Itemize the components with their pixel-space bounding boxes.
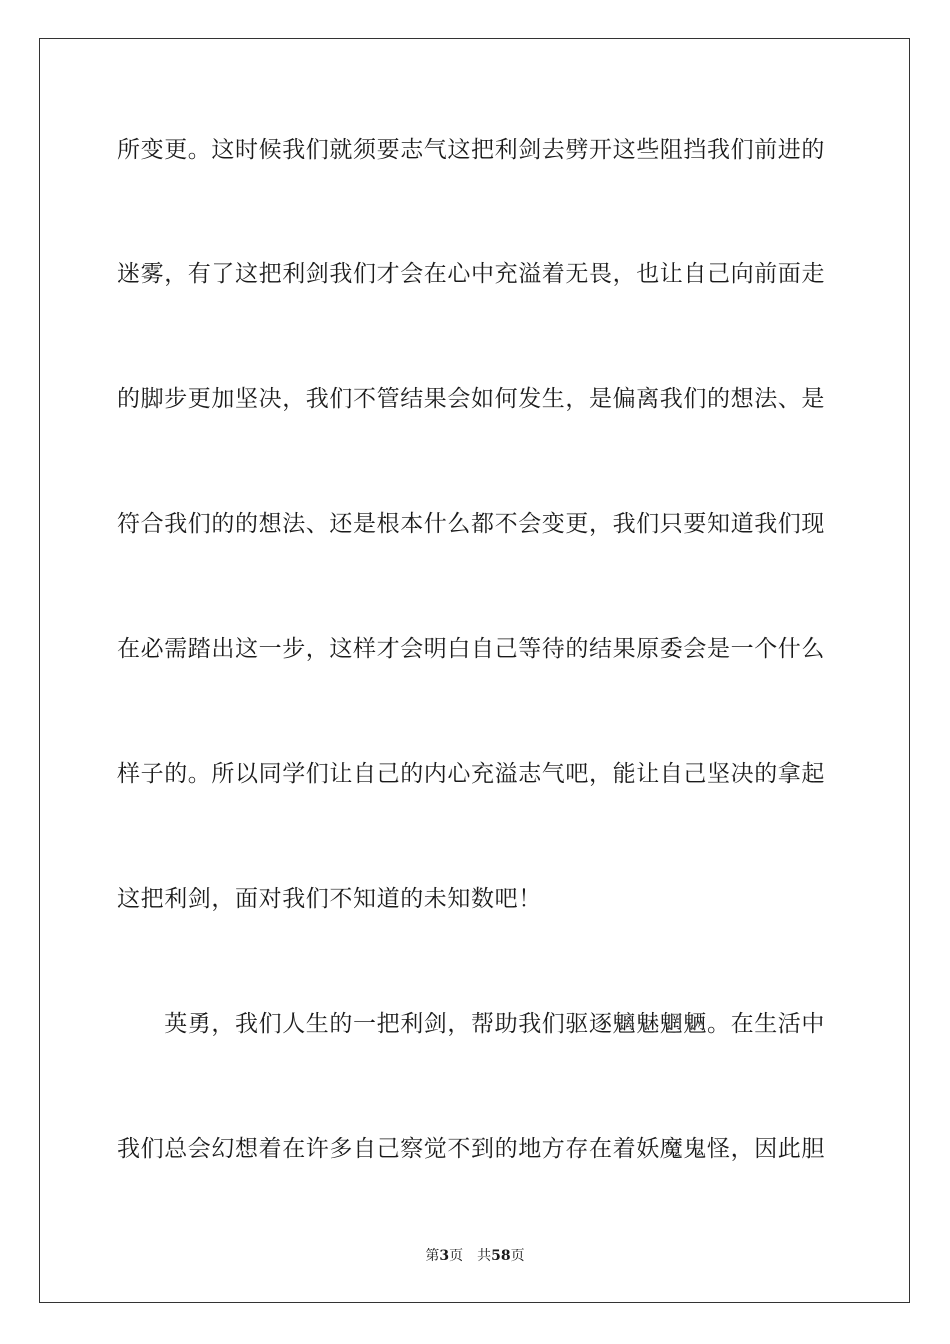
body-text-line: 这把利剑，面对我们不知道的未知数吧！ [117, 886, 542, 912]
total-pages: 58 [491, 1248, 511, 1264]
total-suffix: 页 [510, 1248, 525, 1264]
body-text-line: 所变更。这时候我们就须要志气这把利剑去劈开这些阻挡我们前进的 [117, 137, 825, 163]
body-text-line: 的脚步更加坚决，我们不管结果会如何发生，是偏离我们的想法、是 [117, 386, 825, 412]
body-text-line: 我们总会幻想着在许多自己察觉不到的地方存在着妖魔鬼怪，因此胆 [117, 1136, 825, 1162]
page-suffix: 页 [449, 1248, 464, 1264]
page-footer [0, 1247, 950, 1265]
body-text-line: 符合我们的的想法、还是根本什么都不会变更，我们只要知道我们现 [117, 511, 825, 537]
body-text-line: 英勇，我们人生的一把利剑，帮助我们驱逐魑魅魍魉。在生活中 [117, 1011, 825, 1037]
page-prefix: 第 [425, 1248, 440, 1264]
page-number: 3 [439, 1248, 450, 1264]
page-border [39, 38, 910, 1303]
total-prefix: 共 [477, 1248, 492, 1264]
body-text-line: 在必需踏出这一步，这样才会明白自己等待的结果原委会是一个什么 [117, 636, 825, 662]
body-text-line: 样子的。所以同学们让自己的内心充溢志气吧，能让自己坚决的拿起 [117, 761, 825, 787]
body-text-line: 迷雾，有了这把利剑我们才会在心中充溢着无畏，也让自己向前面走 [117, 261, 825, 287]
